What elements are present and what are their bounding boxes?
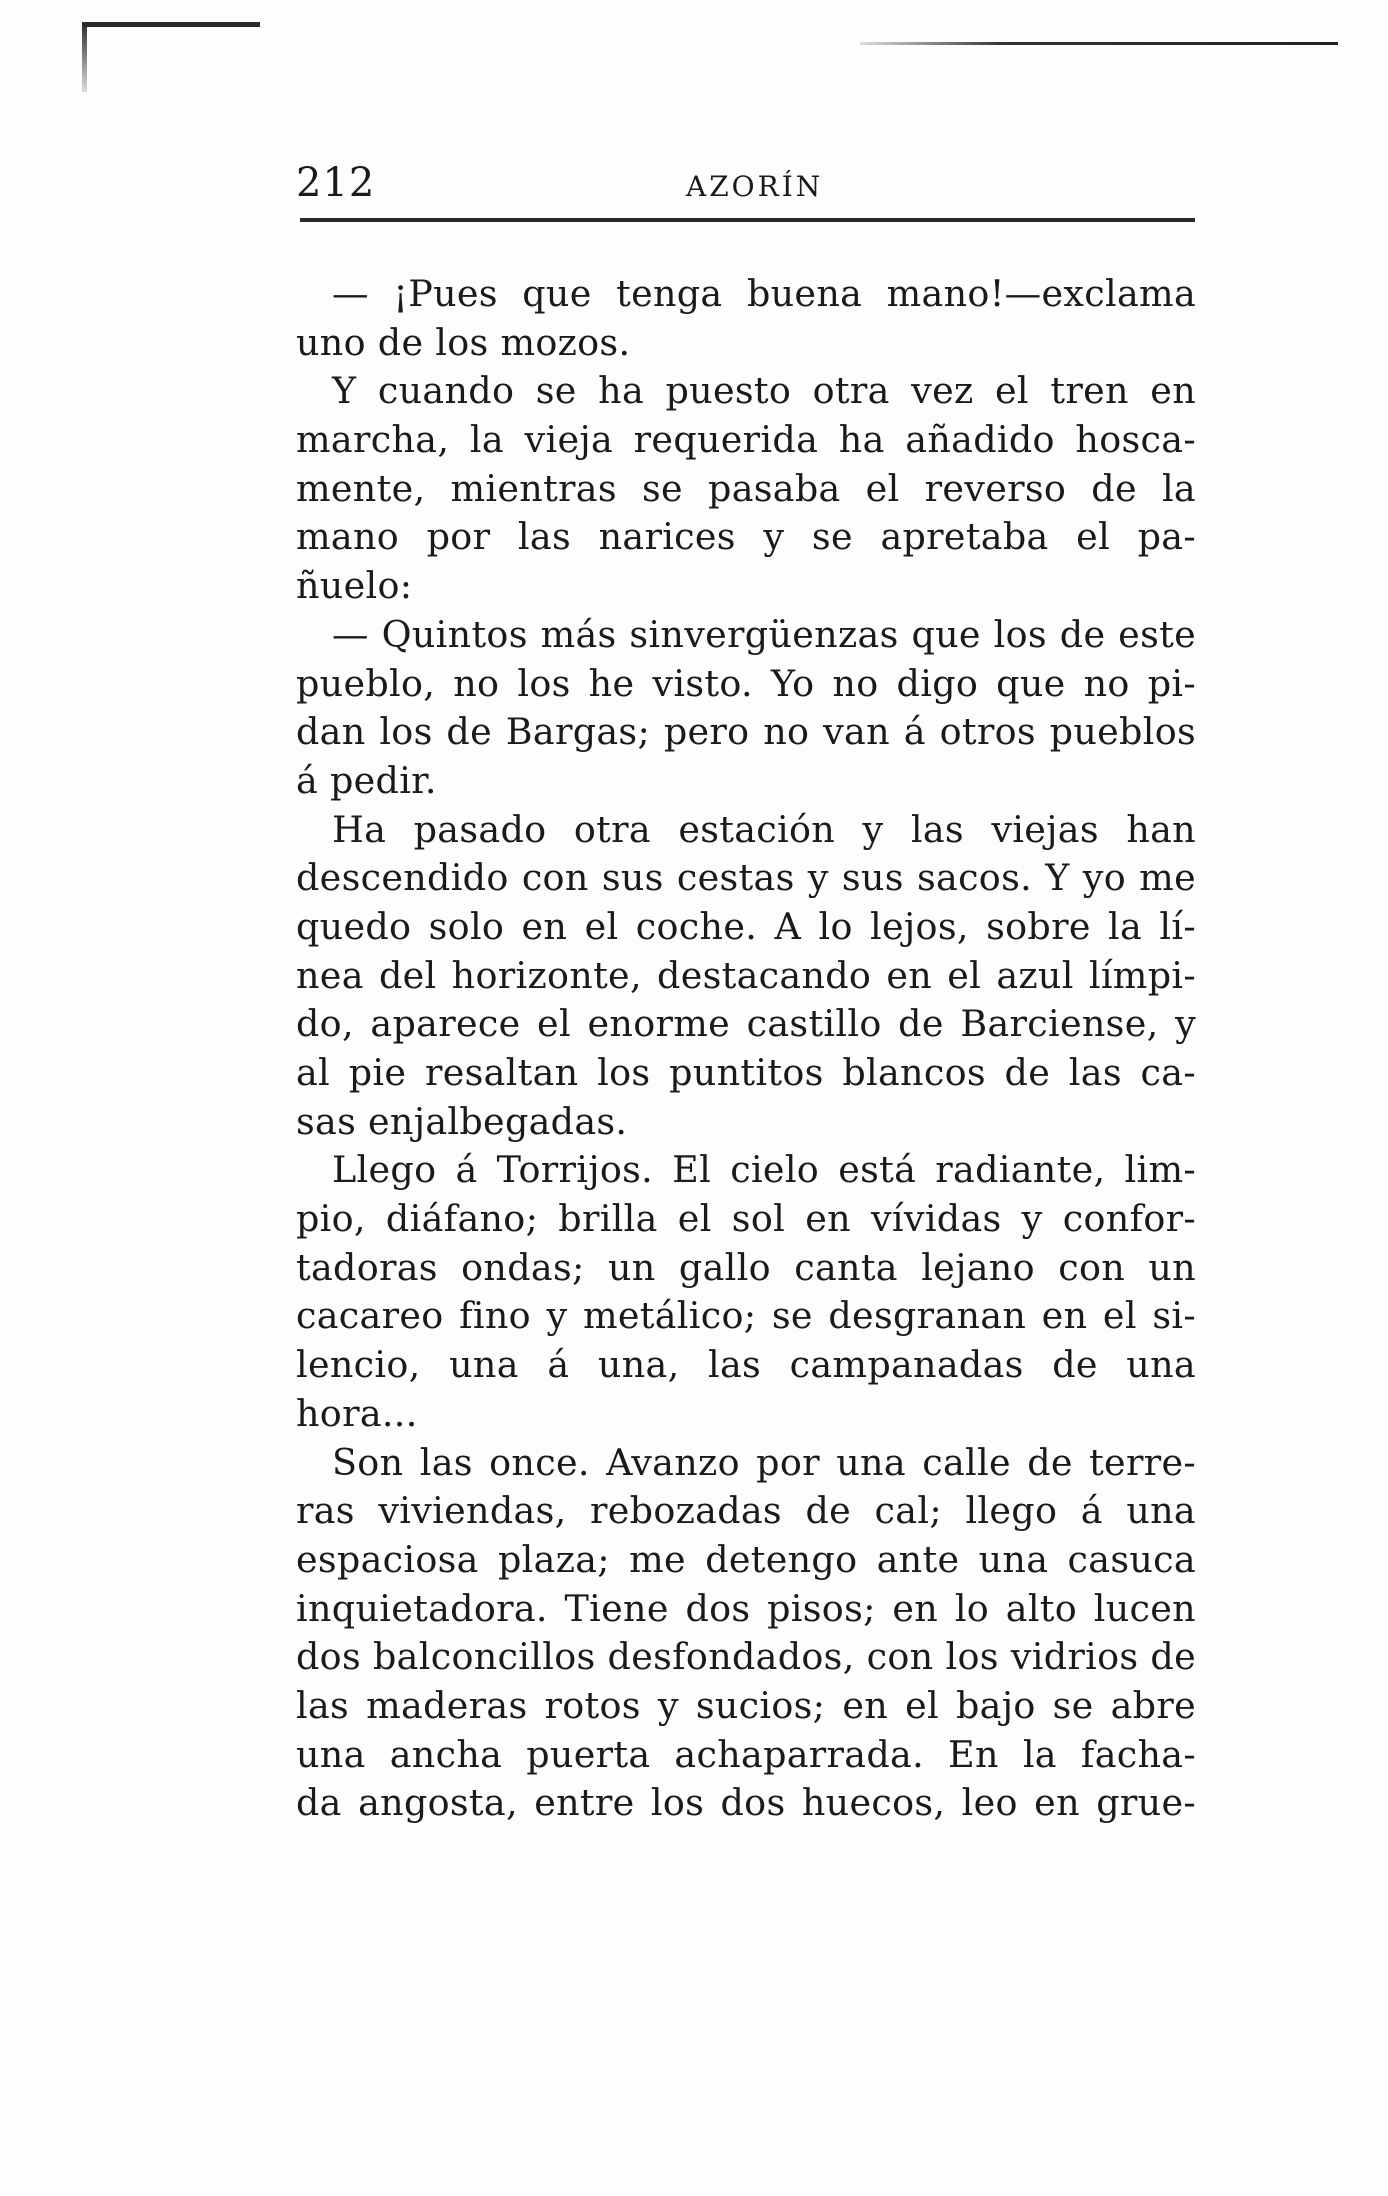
text-line: cacareo fino y metálico; se desgranan en el si-: [296, 1294, 1196, 1338]
text-line: marcha, la vieja requerida ha añadido hosca-: [296, 418, 1196, 462]
header-rule: [300, 218, 1195, 222]
scan-edge-line: [860, 42, 1338, 45]
text-line: á pedir.: [296, 758, 437, 802]
text-line: las maderas rotos y sucios; en el bajo se abre: [296, 1683, 1196, 1727]
text-line: da angosta, entre los dos huecos, leo en grue-: [296, 1781, 1196, 1825]
text-line: pio, diáfano; brilla el sol en vívidas y confor-: [296, 1197, 1196, 1241]
text-line: al pie resaltan los puntitos blancos de las ca-: [296, 1051, 1196, 1094]
running-title: AZORÍN: [686, 170, 824, 203]
text-line: tadoras ondas; un gallo canta lejano con un: [296, 1245, 1196, 1289]
text-line: descendido con sus cestas y sus sacos. Y yo me: [296, 856, 1196, 900]
text-line: pueblo, no los he visto. Yo no digo que no pi-: [296, 661, 1196, 705]
text-line: sas enjalbegadas.: [296, 1099, 628, 1143]
page-header: [296, 160, 1196, 208]
text-line: dos balconcillos desfondados, con los vidrios de: [296, 1635, 1196, 1679]
text-line: Son las once. Avanzo por una calle de terre-: [332, 1440, 1196, 1484]
text-line: mente, mientras se pasaba el reverso de la: [296, 466, 1196, 510]
text-line: mano por las narices y se apretaba el pa-: [296, 515, 1196, 559]
body-text: [296, 270, 1196, 1828]
text-line: hora...: [296, 1391, 418, 1435]
text-line: Y cuando se ha puesto otra vez el tren en: [332, 369, 1196, 413]
scan-corner-mark-vertical: [82, 22, 87, 92]
text-line: Llego á Torrijos. El cielo está radiante, lim-: [332, 1148, 1196, 1192]
text-line: uno de los mozos.: [296, 320, 631, 364]
text-line: una ancha puerta achaparrada. En la facha-: [296, 1732, 1196, 1776]
text-line: nea del horizonte, destacando en el azul límpi-: [296, 953, 1196, 997]
text-line: ras viviendas, rebozadas de cal; llego á una: [296, 1489, 1196, 1533]
text-line: espaciosa plaza; me detengo ante una casuca: [296, 1537, 1196, 1581]
text-line: — Quintos más sinvergüenzas que los de este: [332, 612, 1196, 656]
text-line: ñuelo:: [296, 564, 413, 608]
text-line: dan los de Bargas; pero no van á otros pueblos: [296, 710, 1196, 754]
text-line: Ha pasado otra estación y las viejas han: [332, 807, 1196, 851]
text-line: do, aparece el enorme castillo de Barciense, y: [296, 1002, 1196, 1046]
scan-corner-mark: [82, 22, 260, 27]
text-line: inquietadora. Tiene dos pisos; en lo alto lucen: [296, 1586, 1196, 1630]
text-line: — ¡Pues que tenga buena mano!—exclama: [332, 272, 1196, 315]
text-line: lencio, una á una, las campanadas de una: [296, 1343, 1196, 1387]
text-line: quedo solo en el coche. A lo lejos, sobre la lí-: [296, 904, 1196, 948]
page-number: 212: [296, 160, 376, 206]
